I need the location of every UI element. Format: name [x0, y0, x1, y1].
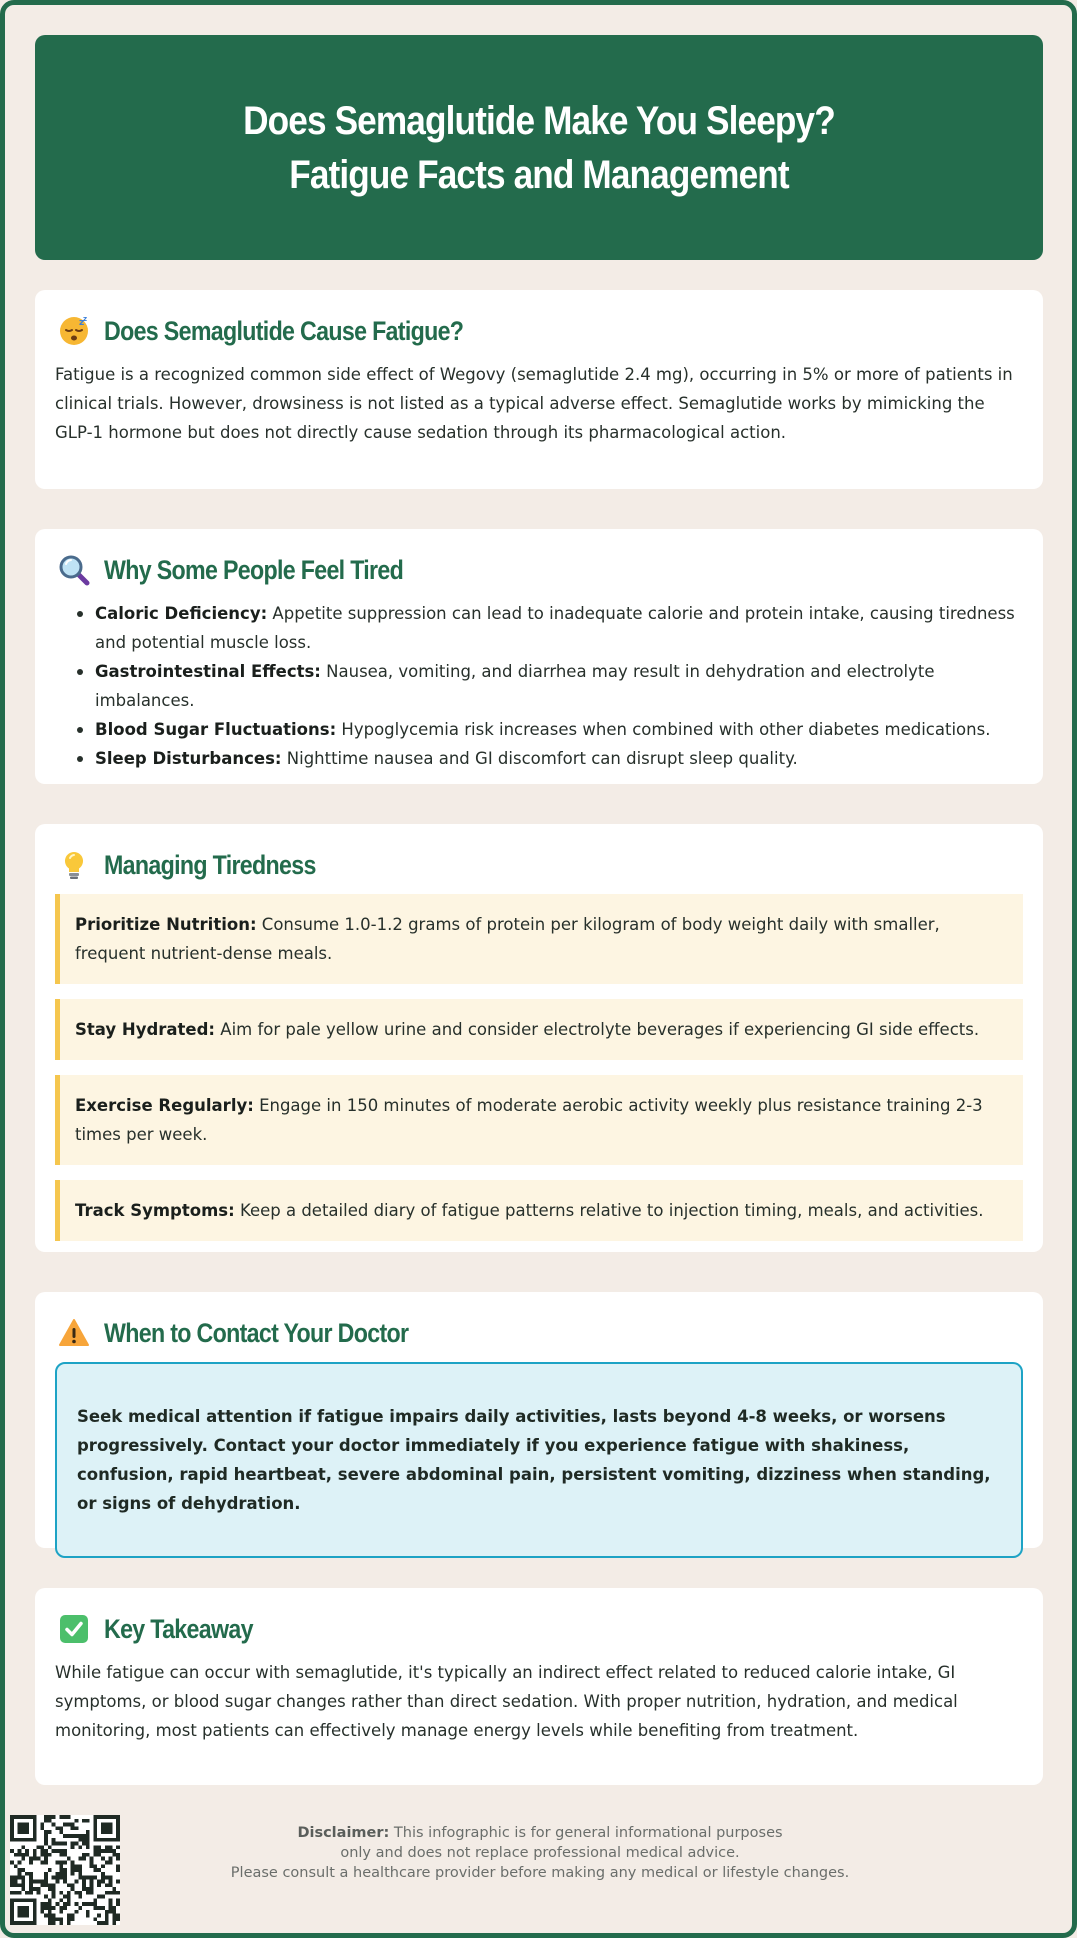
tip-text: Consume 1.0-1.2 grams of protein per kilogram of body weight daily with smaller, frequent nutrient-dense meals.: [75, 915, 940, 963]
list-item: [75, 657, 1023, 715]
warning-icon: [57, 1316, 91, 1350]
section-header: [55, 553, 1023, 587]
section-doctor: [35, 1292, 1043, 1548]
light-bulb-icon: [57, 848, 91, 882]
sleepy-face-icon: [57, 314, 91, 348]
section-header: [55, 1316, 1023, 1350]
tip-card: [55, 894, 1023, 984]
tip-label: Track Symptoms:: [75, 1201, 235, 1220]
section-text: Fatigue is a recognized common side effect of Wegovy (semaglutide 2.4 mg), occurring in 5% or more of patients in clinical trials. However, drowsiness is not listed as a typical adverse effect. Semaglutide works by mimicking the GLP-1 hormone but does not directly cause sedation through its pharmacological action.: [55, 365, 1013, 442]
tip-card: [55, 1180, 1023, 1241]
section-cause: [35, 290, 1043, 489]
tips-list: [55, 894, 1023, 1241]
svg-text:z: z: [79, 318, 85, 328]
section-why: [35, 529, 1043, 784]
page-title: Does Semaglutide Make You Sleepy? Fatigue Facts and Management: [243, 98, 835, 197]
section-header: [55, 848, 1023, 882]
tip-text: Aim for pale yellow urine and consider electrolyte beverages if experiencing GI side effects.: [215, 1020, 980, 1039]
section-title: Does Semaglutide Cause Fatigue?: [104, 315, 464, 346]
reasons-list: [55, 599, 1023, 773]
section-title: Why Some People Feel Tired: [104, 554, 404, 585]
item-text: Hypoglycemia risk increases when combined with other diabetes medications.: [336, 720, 991, 739]
section-title: When to Contact Your Doctor: [104, 1317, 409, 1348]
disclaimer: [210, 1823, 870, 1883]
list-item: [75, 715, 1023, 744]
magnifying-glass-icon: [57, 553, 91, 587]
disclaimer-line: Please consult a healthcare provider before making any medical or lifestyle changes.: [230, 1865, 850, 1881]
svg-text:z: z: [83, 315, 88, 323]
item-label: Caloric Deficiency:: [95, 604, 268, 623]
item-label: Blood Sugar Fluctuations:: [95, 720, 337, 739]
section-title: Managing Tiredness: [104, 849, 316, 880]
check-mark-icon: [57, 1612, 91, 1646]
item-text: Nighttime nausea and GI discomfort can disrupt sleep quality.: [281, 749, 798, 768]
disclaimer-label: Disclaimer:: [297, 1825, 390, 1841]
tip-card: [55, 999, 1023, 1060]
tip-card: [55, 1075, 1023, 1165]
item-text: Appetite suppression can lead to inadequate calorie and protein intake, causing tiredness and potential muscle loss.: [95, 604, 1015, 652]
list-item: [75, 744, 1023, 773]
item-text: Nausea, vomiting, and diarrhea may result in dehydration and electrolyte imbalances.: [95, 662, 935, 710]
section-text: While fatigue can occur with semaglutide, it's typically an indirect effect related to reduced calorie intake, GI symptoms, or blood sugar changes rather than direct sedation. With proper nutrition, hydration, and medical monitoring, most patients can effectively manage energy levels while benefiting from treatment.: [55, 1663, 958, 1740]
tip-label: Exercise Regularly:: [75, 1096, 254, 1115]
title-banner: [35, 35, 1043, 260]
tip-label: Prioritize Nutrition:: [75, 915, 257, 934]
tip-text: Engage in 150 minutes of moderate aerobic activity weekly plus resistance training 2-3 times per week.: [75, 1096, 983, 1144]
list-item: [75, 599, 1023, 657]
qr-code-icon[interactable]: [10, 1815, 120, 1925]
tip-text: Keep a detailed diary of fatigue patterns relative to injection timing, meals, and activities.: [234, 1201, 984, 1220]
disclaimer-line: only and does not replace professional medical advice.: [340, 1845, 740, 1861]
tip-label: Stay Hydrated:: [75, 1020, 216, 1039]
footer: [0, 1815, 1077, 1925]
section-header: [55, 1612, 1023, 1646]
disclaimer-line: This infographic is for general informational purposes: [389, 1825, 783, 1841]
doctor-alert-box: Seek medical attention if fatigue impairs daily activities, lasts beyond 4-8 weeks, or worsens progressively. Contact your doctor immediately if you experience fatigue with shakiness, confusion, rapid heartbeat, severe abdominal pain, persistent vomiting, dizziness when standing, or signs of dehydration.: [55, 1362, 1023, 1558]
item-label: Sleep Disturbances:: [95, 749, 282, 768]
section-title: Key Takeaway: [104, 1613, 253, 1644]
item-label: Gastrointestinal Effects:: [95, 662, 321, 681]
section-manage: [35, 824, 1043, 1252]
section-takeaway: [35, 1588, 1043, 1785]
section-header: [55, 314, 1023, 348]
